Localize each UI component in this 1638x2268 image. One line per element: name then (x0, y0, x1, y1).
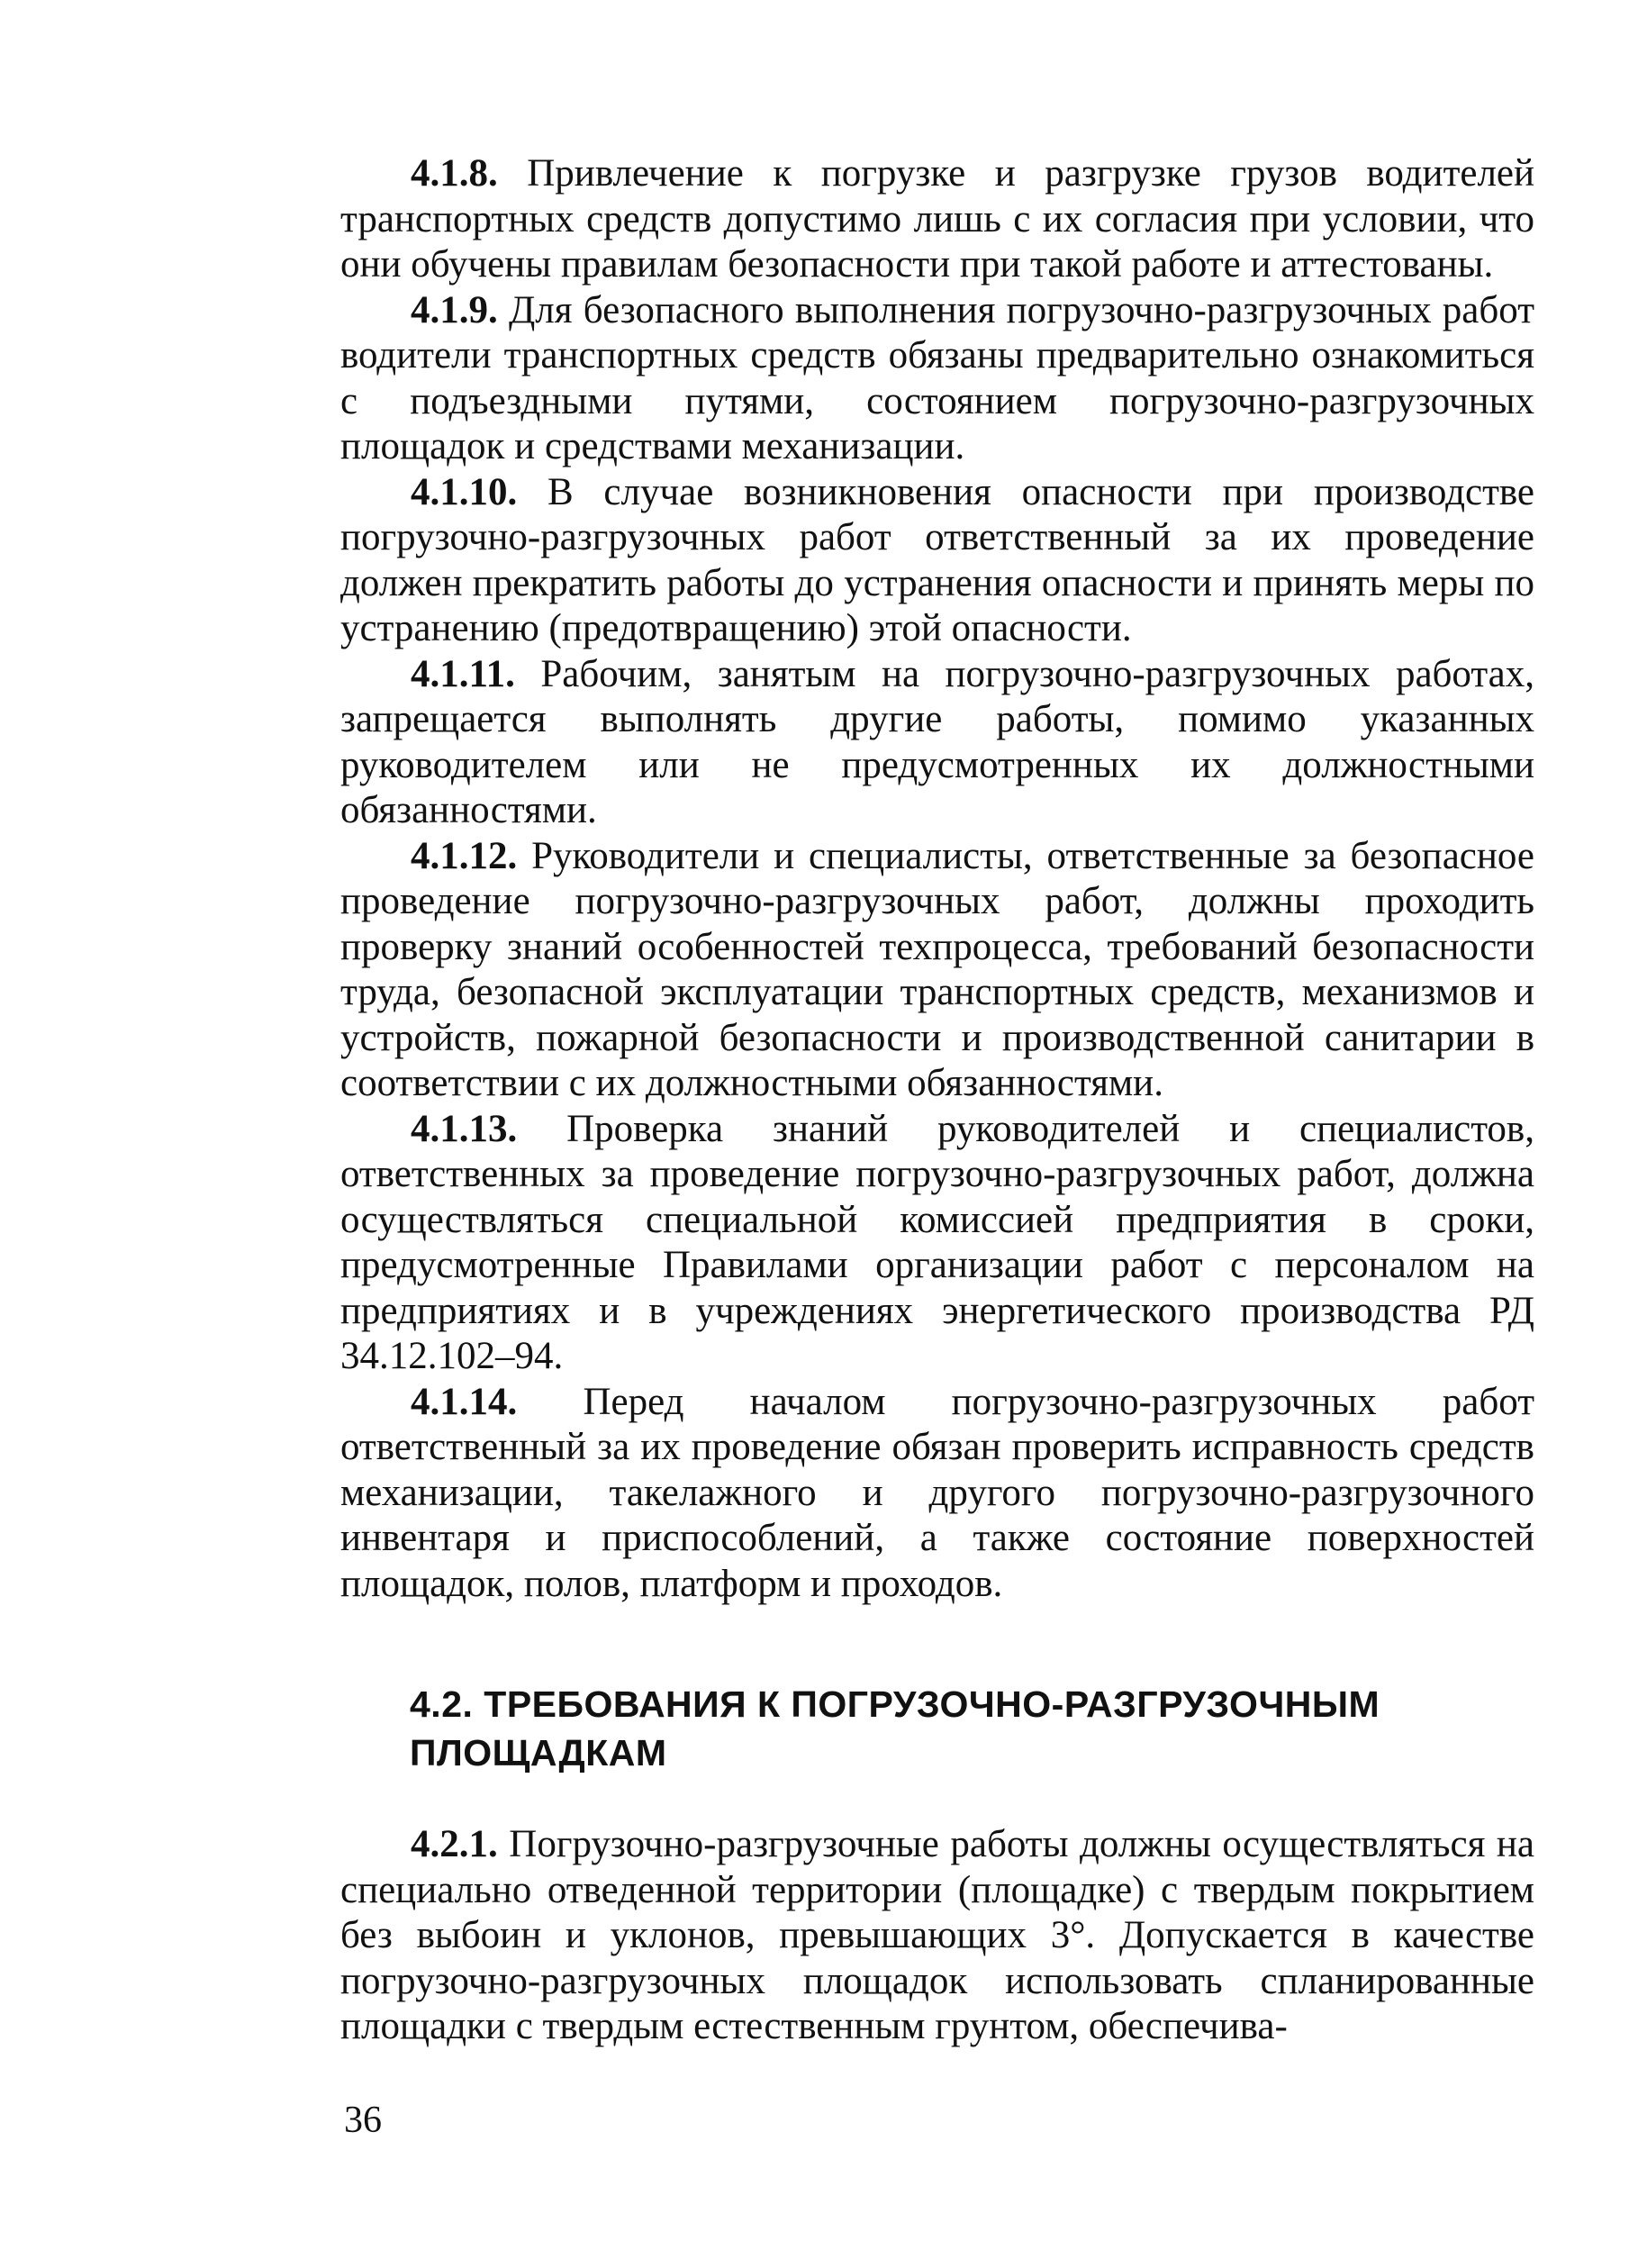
section-heading-line-2: ПЛОЩАДКАМ (410, 1732, 667, 1774)
clause-text: Привлечение к погрузке и разгрузке грузов водителей транспортных средств допустимо лишь с их согласия при условии, что они обучены правилам безопасности при такой работе и аттестованы. (340, 152, 1534, 286)
clause-text: Руководители и специалисты, ответственные за безопасное проведение погрузочно-разгрузочных работ, должны проходить проверку знаний особенностей техпроцесса, требований безопасности труда, безопасной эксплуатации транспортных средств, механизмов и устройств, пожарной безопасности и производственной санитарии в соответствии с их должностными обязанностями. (340, 834, 1534, 1104)
paragraph-4-1-11 (340, 652, 1534, 834)
clause-text: Проверка знаний руководителей и специалистов, ответственных за проведение погрузочно-разгрузочных работ, должна осуществляться специальной комиссией предприятия в сроки, предусмотренные Правилами организации работ с персоналом на предприятиях и в учреждениях энергетического производства РД 34.12.102–94. (340, 1107, 1534, 1377)
clause-number: 4.1.11. (411, 652, 515, 695)
page-number: 36 (344, 2100, 382, 2141)
clause-number: 4.2.1. (411, 1823, 498, 1865)
section-heading (410, 1680, 1534, 1777)
body-text-lower (340, 1822, 1534, 2050)
section-heading-line-1: 4.2. ТРЕБОВАНИЯ К ПОГРУЗОЧНО-РАЗГРУЗОЧНЫМ (410, 1683, 1380, 1725)
paragraph-4-1-9 (340, 288, 1534, 470)
clause-text: Погрузочно-разгрузочные работы должны осуществляться на специально отведенной территории (площадке) с твердым покрытием без выбоин и уклонов, превышающих 3°. Допускается в качестве погрузочно-разгрузочных площадок использовать спланированные площадки с твердым естественным грунтом, обеспечива- (340, 1823, 1534, 2047)
body-text-upper (340, 151, 1534, 1607)
clause-number: 4.1.8. (411, 152, 498, 195)
paragraph-4-2-1 (340, 1822, 1534, 2050)
paragraph-4-1-10 (340, 470, 1534, 652)
clause-number: 4.1.14. (411, 1380, 518, 1423)
clause-text: В случае возникновения опасности при производстве погрузочно-разгрузочных работ ответственный за их проведение должен прекратить работы до устранения опасности и принять меры по устранению (предотвращению) этой опасности. (340, 470, 1534, 649)
clause-number: 4.1.10. (411, 470, 518, 513)
clause-number: 4.1.13. (411, 1107, 518, 1150)
clause-text: Для безопасного выполнения погрузочно-разгрузочных работ водители транспортных средств обязаны предварительно ознакомиться с подъездными путями, состоянием погрузочно-разгрузочных площадок и средствами механизации. (340, 288, 1534, 467)
clause-number: 4.1.9. (411, 288, 498, 331)
paragraph-4-1-12 (340, 834, 1534, 1107)
paragraph-4-1-8 (340, 151, 1534, 288)
paragraph-4-1-14 (340, 1380, 1534, 1608)
clause-text: Перед началом погрузочно-разгрузочных работ ответственный за их проведение обязан проверить исправность средств механизации, такелажного и другого погрузочно-разгрузочного инвентаря и приспособлений, а также состояние поверхностей площадок, полов, платформ и проходов. (340, 1380, 1534, 1605)
paragraph-4-1-13 (340, 1107, 1534, 1380)
clause-text: Рабочим, занятым на погрузочно-разгрузочных работах, запрещается выполнять другие работы, помимо указанных руководителем или не предусмотренных их должностными обязанностями. (340, 652, 1534, 831)
clause-number: 4.1.12. (411, 834, 518, 877)
